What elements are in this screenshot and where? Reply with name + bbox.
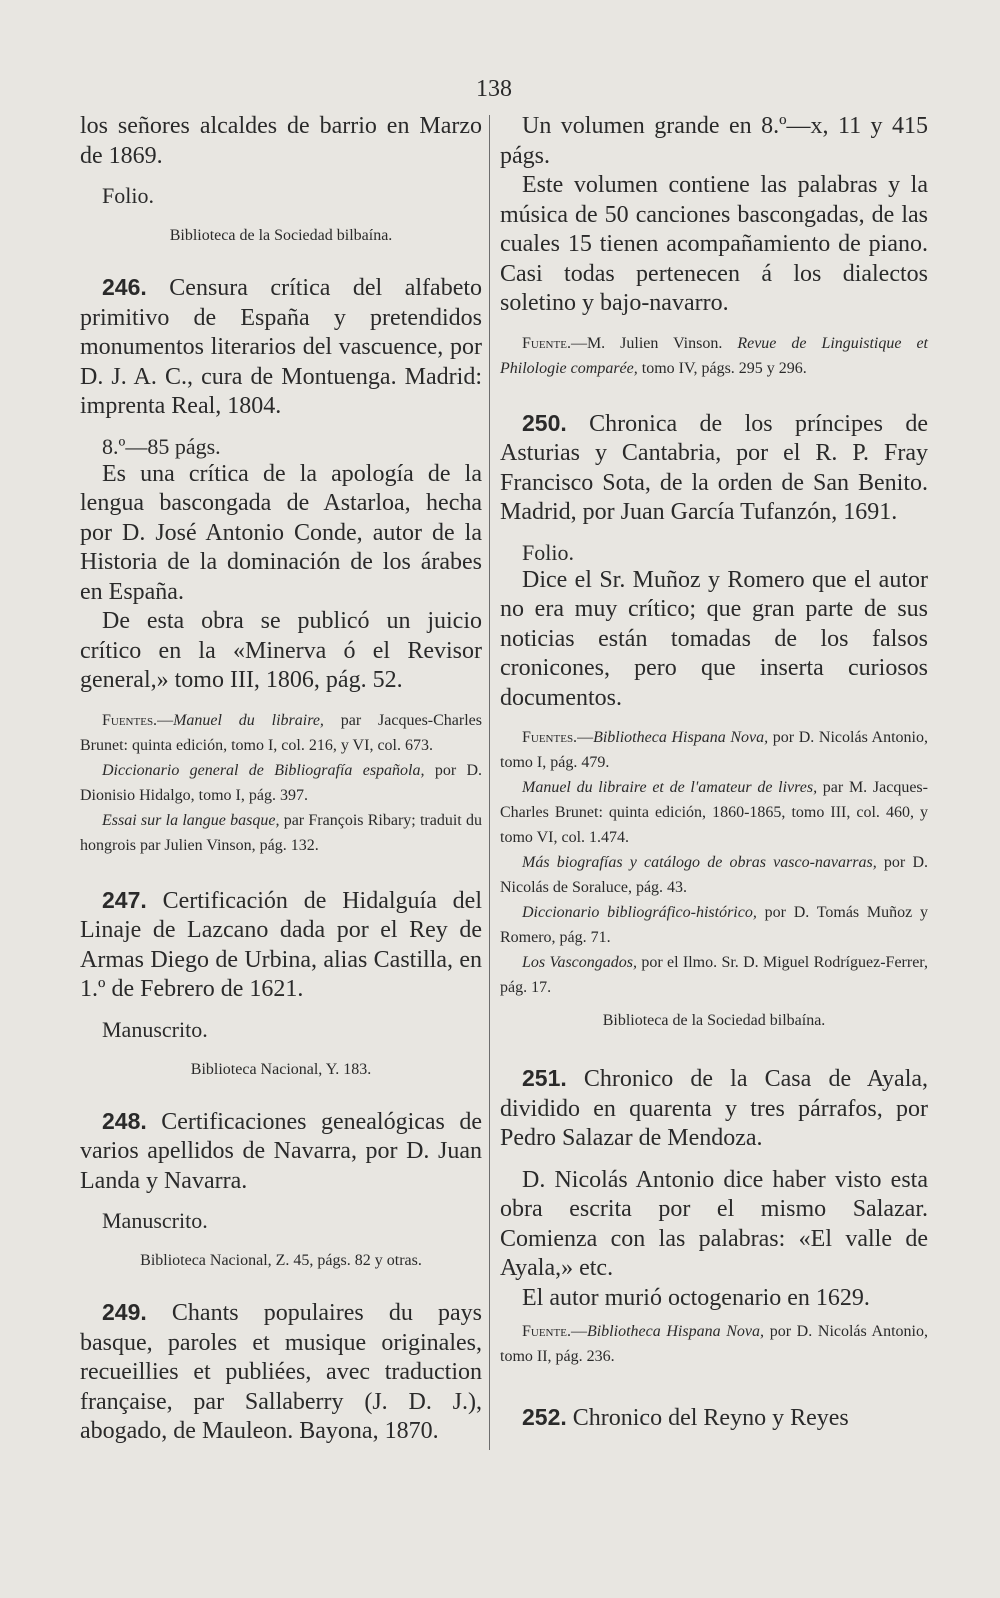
entry-title: Chants populaires du pays basque, paroles et musique originales, recueillies et publiées, avec traduction française, par Sallaberry (J. D. J.), abogado, de Mauleon. Bayona, 1870.: [80, 1300, 482, 1444]
entry-number: 250.: [522, 409, 567, 436]
entry-title: Censura crítica del alfabeto primitivo de España y pretendidos monumentos literarios del vascuence, por D. J. A. C., cura de Montuenga. Madrid: imprenta Real, 1804.: [80, 275, 483, 419]
entry-250-format: Folio.: [522, 539, 574, 565]
entry-246-description: De esta obra se publicó un juicio crítico en la «Minerva ó el Revisor general,» tomo III, 1806, pág. 52.: [80, 608, 482, 693]
entry-251-heading: [500, 1064, 928, 1154]
page-number: 138: [476, 76, 512, 102]
entry-250-source: Fuentes.—Bibliotheca Hispana Nova, por D. Nicolás Antonio, tomo I, pág. 479.: [500, 729, 928, 771]
entry-250-source: Diccionario bibliográfico-histórico, por D. Tomás Muñoz y Romero, pág. 71.: [500, 904, 928, 946]
entry-title: Chronica de los príncipes de Asturias y Cantabria, por el R. P. Fray Francisco Sota, de la orden de San Benito. Madrid, por Juan García Tufanzón, 1691.: [500, 410, 929, 525]
entry-number: 251.: [522, 1065, 567, 1091]
entry-number: 247.: [102, 886, 147, 913]
entry-250-description: Dice el Sr. Muñoz y Romero que el autor no era muy crítico; que gran parte de sus noticias están tomadas de los falsos cronicones, pero que inserta curiosos documentos.: [500, 566, 928, 711]
entry-number: 252.: [522, 1404, 567, 1430]
entry-248-heading: [80, 1107, 482, 1197]
entry-250-source: Manuel du libraire et de l'amateur de livres, par M. Jacques-Charles Brunet: quinta edición, 1860-1865, tomo III, col. 460, y tomo VI, col. 1.474.: [500, 779, 928, 846]
entry-250-source: Más biografías y catálogo de obras vasco-navarras, por D. Nicolás de Soraluce, pág. 43.: [500, 854, 928, 896]
entry-247-format: Manuscrito.: [102, 1016, 208, 1042]
entry-number: 246.: [102, 274, 147, 300]
entry-246-source: Essai sur la langue basque, par François Ribary; traduit du hongrois par Julien Vinson, pág. 132.: [80, 811, 482, 854]
entry-245-library: Biblioteca de la Sociedad bilbaína.: [169, 227, 393, 244]
entry-246-source: Fuentes.—Manuel du libraire, par Jacques-Charles Brunet: quinta edición, tomo I, col. 216, y VI, col. 673.: [80, 711, 482, 754]
column-divider: [489, 115, 490, 1450]
entry-247-heading: [80, 886, 482, 1005]
entry-246-format: 8.º—85 págs.: [102, 433, 221, 459]
entry-245-continuation: los señores alcaldes de barrio en Marzo de 1869.: [80, 113, 482, 169]
entry-title: Chronico del Reyno y Reyes: [572, 1405, 849, 1431]
entry-248-library: Biblioteca Nacional, Z. 45, págs. 82 y otras.: [140, 1252, 422, 1269]
entry-246-source: Diccionario general de Bibliografía española, por D. Dionisio Hidalgo, tomo I, pág. 397.: [80, 761, 483, 804]
right-column: [500, 112, 928, 1434]
entry-249-source: Fuente.—M. Julien Vinson. Revue de Linguistique et Philologie comparée, tomo IV, págs. 295 y 296.: [500, 334, 929, 377]
entry-251-description: El autor murió octogenario en 1629.: [522, 1284, 870, 1311]
entry-245-format: Folio.: [102, 183, 154, 208]
entry-250-source: Los Vascongados, por el Ilmo. Sr. D. Miguel Rodríguez-Ferrer, pág. 17.: [500, 954, 928, 996]
entry-247-library: Biblioteca Nacional, Y. 183.: [190, 1060, 372, 1078]
entry-246-heading: [80, 273, 482, 422]
entry-246-description: Es una crítica de la apología de la lengua bascongada de Astarloa, hecha por D. José Antonio Conde, autor de la Historia de la dominación de los árabes en España.: [80, 460, 482, 605]
entry-250-heading: [500, 409, 928, 528]
entry-252-heading: [500, 1403, 928, 1434]
entry-251-source: Fuente.—Bibliotheca Hispana Nova, por D. Nicolás Antonio, tomo II, pág. 236.: [500, 1323, 928, 1365]
entry-250-library: Biblioteca de la Sociedad bilbaína.: [602, 1012, 826, 1029]
entry-251-description: D. Nicolás Antonio dice haber visto esta obra escrita por el mismo Salazar. Comienza con las palabras: «El valle de Ayala,» etc.: [500, 1166, 928, 1281]
entry-248-format: Manuscrito.: [102, 1208, 208, 1233]
entry-249-format: Un volumen grande en 8.º—x, 11 y 415 págs.: [500, 113, 928, 169]
left-column: [80, 112, 482, 1447]
entry-249-heading: [80, 1298, 482, 1447]
entry-number: 249.: [102, 1299, 147, 1325]
entry-number: 248.: [102, 1107, 147, 1134]
entry-title: Certificaciones genealógicas de varios apellidos de Navarra, por D. Juan Landa y Navarra.: [80, 1108, 483, 1194]
entry-title: Certificación de Hidalguía del Linaje de Lazcano dada por el Rey de Armas Diego de Urbina, alias Castilla, en 1.º de Febrero de 1621.: [80, 887, 483, 1002]
entry-title: Chronico de la Casa de Ayala, dividido en quarenta y tres párrafos, por Pedro Salazar de Mendoza.: [500, 1066, 929, 1151]
entry-249-description: Este volumen contiene las palabras y la música de 50 canciones bascongadas, de las cuales 15 tienen acompañamiento de piano. Casi todas pertenecen á los dialectos soletino y bajo-navarro.: [500, 172, 928, 316]
